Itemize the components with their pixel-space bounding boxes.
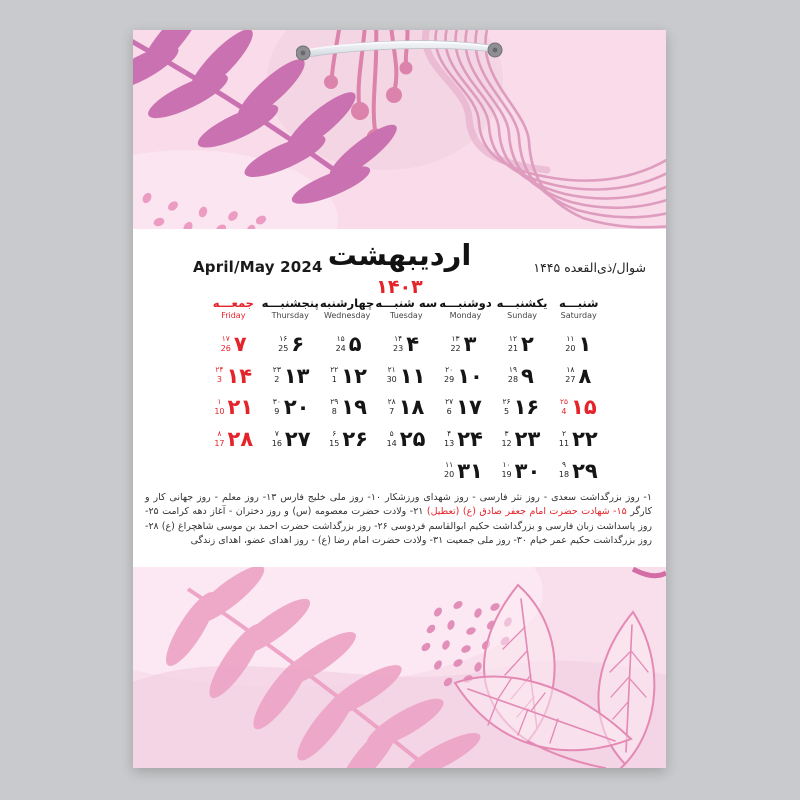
day-cell xyxy=(492,424,549,456)
weekday-name-en: Thursday xyxy=(271,311,309,320)
gregorian-day-number: 18 xyxy=(558,470,570,480)
day-cell xyxy=(435,424,492,456)
gregorian-day-number: 6 xyxy=(446,406,452,416)
hijri-day-number: ۴ xyxy=(447,428,452,438)
jalali-day-number: ۱۱ xyxy=(399,363,426,388)
secondary-dates-stack xyxy=(221,335,231,353)
jalali-day-number: ۳۰ xyxy=(514,458,541,483)
hijri-day-number: ۱۹ xyxy=(508,365,517,375)
jalali-day-number: ۲۶ xyxy=(342,427,368,452)
hijri-day-number: ۶ xyxy=(332,428,337,438)
jalali-day-number: ۲۱ xyxy=(227,395,254,420)
secondary-dates-stack xyxy=(565,366,575,384)
hijri-day-number: ۳۰ xyxy=(272,396,281,406)
secondary-dates-stack xyxy=(336,335,346,353)
hijri-day-number: ۲۷ xyxy=(445,396,454,406)
gregorian-month-label: April/May 2024 xyxy=(193,258,323,276)
jalali-day-number: ۷ xyxy=(233,332,247,357)
gregorian-day-number: 21 xyxy=(507,343,519,353)
secondary-dates-stack xyxy=(272,430,282,448)
jalali-day-number: ۱۷ xyxy=(456,395,482,420)
gregorian-day-number: 5 xyxy=(504,406,510,416)
weekday-name-en: Tuesday xyxy=(390,311,423,320)
secondary-dates-stack xyxy=(444,430,454,448)
jalali-day-number: ۲۲ xyxy=(572,427,598,452)
jalali-day-number: ۱۵ xyxy=(571,395,597,420)
occasions-part3: ۲۱- ولادت حضرت معصومه (س) و روز دختران - آغاز دهه کرامت ۲۵- روز پاسداشت زبان فارسی و بزرگداشت حکیم ابوالقاسم فردوسی ۲۶- روز بزرگداشت حضرت احمد بن موسی شاهچراغ (ع) ۲۸- روز بزرگداشت حکیم عمر خیام ۳۰- روز ملی جمعیت ۳۱- ولادت حضرت امام رضا (ع) - روز اهدای عضو، اهدای زندگی xyxy=(145,506,652,546)
jalali-day-number: ۲۳ xyxy=(514,427,541,452)
jalali-day-number: ۳۱ xyxy=(457,458,483,483)
metal-grommet xyxy=(296,46,310,60)
jalali-day-number: ۸ xyxy=(578,363,592,388)
day-cell xyxy=(320,392,377,424)
hanging-ribbon xyxy=(296,36,508,64)
day-cell xyxy=(377,361,434,393)
weekday-header xyxy=(375,296,437,321)
secondary-dates-stack xyxy=(273,398,281,416)
day-cell xyxy=(320,329,377,361)
hijri-day-number: ۲۸ xyxy=(387,396,396,406)
gregorian-day-number: 25 xyxy=(278,343,289,353)
gregorian-day-number: 10 xyxy=(214,406,225,416)
secondary-dates-stack xyxy=(330,366,338,384)
jalali-day-number: ۲۵ xyxy=(399,427,426,452)
jalali-day-number: ۲۷ xyxy=(284,427,311,452)
secondary-dates-stack xyxy=(387,366,397,384)
weekday-name-fa: جمعـــه xyxy=(212,296,254,310)
gregorian-day-number: 3 xyxy=(216,375,222,385)
secondary-dates-stack xyxy=(559,461,569,479)
hijri-day-number: ۱۱ xyxy=(445,460,454,470)
hijri-day-number: ۳ xyxy=(504,428,509,438)
secondary-dates-stack xyxy=(508,335,518,353)
gregorian-day-number: 16 xyxy=(271,438,282,448)
hijri-day-number: ۲۵ xyxy=(559,396,568,406)
weekday-name-fa: سه شنبـــه xyxy=(375,296,438,310)
occasions-part1: ۱- روز بزرگداشت سعدی - روز نثر فارسی - روز شهدای ورزشکار ۱۰- روز ملی خلیج فارس ۱۳- روز معلم - روز جهانی کار و کارگر xyxy=(145,492,652,518)
weekday-name-fa: یکشنبـــه xyxy=(496,296,548,310)
gregorian-day-number: 8 xyxy=(331,406,337,416)
hijri-day-number: ۲۲ xyxy=(330,365,339,375)
gregorian-day-number: 15 xyxy=(329,438,340,448)
day-cell xyxy=(320,424,377,456)
day-cell xyxy=(550,392,607,424)
weekday-name-fa: پنجشنبـــه xyxy=(261,296,319,310)
day-cell xyxy=(262,329,319,361)
day-cell xyxy=(492,455,549,487)
day-cell xyxy=(320,455,377,487)
secondary-dates-stack xyxy=(445,398,453,416)
gregorian-day-number: 19 xyxy=(501,470,512,480)
calendar-body xyxy=(133,229,666,567)
jalali-day-number: ۱۹ xyxy=(341,395,367,420)
jalali-day-number: ۲۸ xyxy=(227,427,254,452)
secondary-dates-stack xyxy=(393,335,403,353)
jalali-day-number: ۱۰ xyxy=(457,363,483,388)
gregorian-day-number: 30 xyxy=(386,375,397,385)
hijri-day-number: ۲۳ xyxy=(272,365,281,375)
jalali-day-number: ۲۴ xyxy=(457,427,483,452)
jalali-day-number: ۴ xyxy=(406,332,420,357)
jalali-day-number: ۱۸ xyxy=(398,395,425,420)
gregorian-day-number: 13 xyxy=(444,438,455,448)
jalali-day-number: ۱۶ xyxy=(513,395,540,420)
weekday-name-fa: شنبـــه xyxy=(558,296,599,310)
hijri-day-number: ۱۵ xyxy=(336,333,345,343)
secondary-dates-stack xyxy=(560,398,568,416)
hijri-day-number: ۷ xyxy=(274,428,279,438)
calendar-page xyxy=(133,30,666,768)
hijri-day-number: ۲ xyxy=(561,428,566,438)
hijri-day-number: ۱۰ xyxy=(502,460,511,470)
weekday-name-en: Saturday xyxy=(560,311,597,320)
weekday-name-fa: چهارشنبه xyxy=(319,296,375,310)
jalali-day-number: ۱ xyxy=(578,332,592,357)
hijri-months-label: شوال/ذی‌القعده ۱۴۴۵ xyxy=(533,260,646,275)
day-cell xyxy=(550,329,607,361)
occasions-holiday-part: ۱۵- شهادت حضرت امام جعفر صادق (ع) (تعطیل) xyxy=(426,506,627,518)
day-cell xyxy=(435,329,492,361)
secondary-dates-stack xyxy=(273,366,281,384)
hijri-day-number: ۲۰ xyxy=(445,365,454,375)
day-cell xyxy=(492,361,549,393)
gregorian-day-number: 1 xyxy=(331,375,337,385)
gregorian-day-number: 12 xyxy=(501,438,512,448)
jalali-day-number: ۶ xyxy=(291,332,305,357)
gregorian-day-number: 23 xyxy=(393,343,404,353)
gregorian-day-number: 7 xyxy=(389,406,395,416)
day-cell xyxy=(550,455,607,487)
day-cell xyxy=(435,455,492,487)
hijri-day-number: ۱۶ xyxy=(279,333,288,343)
day-cell xyxy=(435,392,492,424)
weekday-name-fa: دوشنبـــه xyxy=(439,296,492,310)
jalali-day-number: ۳ xyxy=(463,332,477,357)
bottom-decoration-band xyxy=(133,567,666,768)
hijri-day-number: ۲۶ xyxy=(502,396,511,406)
weekday-name-en: Friday xyxy=(221,311,246,320)
weekday-header xyxy=(205,296,262,321)
secondary-dates-stack xyxy=(450,335,460,353)
gregorian-day-number: 4 xyxy=(561,406,567,416)
hijri-day-number: ۱۱ xyxy=(566,333,575,343)
secondary-dates-stack xyxy=(444,461,454,479)
jalali-day-number: ۱۴ xyxy=(226,363,253,388)
hijri-day-number: ۱۲ xyxy=(508,333,517,343)
secondary-dates-stack xyxy=(501,461,511,479)
day-cell xyxy=(377,392,434,424)
gregorian-day-number: 24 xyxy=(335,343,346,353)
gregorian-day-number: 2 xyxy=(274,375,280,385)
gregorian-day-number: 20 xyxy=(444,470,455,480)
day-cell xyxy=(205,455,262,487)
weekday-header xyxy=(262,296,319,321)
jalali-day-number: ۲۰ xyxy=(283,395,310,420)
jalali-day-number: ۱۲ xyxy=(341,363,367,388)
day-cell xyxy=(205,361,262,393)
day-cell xyxy=(262,455,319,487)
calendar-grid xyxy=(205,329,607,487)
day-cell xyxy=(262,392,319,424)
day-cell xyxy=(205,329,262,361)
day-cell xyxy=(377,329,434,361)
hijri-day-number: ۲۹ xyxy=(330,396,339,406)
day-cell xyxy=(492,329,549,361)
hijri-day-number: ۲۱ xyxy=(387,365,396,375)
day-cell xyxy=(205,392,262,424)
hijri-day-number: ۵ xyxy=(389,428,394,438)
month-title: اردیبهشت xyxy=(327,238,472,272)
weekday-header xyxy=(550,296,607,321)
jalali-year-label: ۱۴۰۳ xyxy=(376,276,423,298)
weekday-header xyxy=(494,296,551,321)
hijri-day-number: ۲۴ xyxy=(215,365,224,375)
gregorian-day-number: 27 xyxy=(565,375,576,385)
weekday-name-en: Wednesday xyxy=(323,311,371,320)
day-cell xyxy=(435,361,492,393)
gregorian-day-number: 11 xyxy=(558,438,570,448)
gregorian-day-number: 20 xyxy=(565,343,576,353)
jalali-day-number: ۵ xyxy=(348,332,362,357)
metal-grommet xyxy=(488,43,502,57)
secondary-dates-stack xyxy=(559,430,569,448)
gregorian-day-number: 22 xyxy=(450,343,461,353)
day-cell xyxy=(550,361,607,393)
secondary-dates-stack xyxy=(503,398,511,416)
secondary-dates-stack xyxy=(388,398,396,416)
day-cell xyxy=(262,361,319,393)
day-cell xyxy=(492,392,549,424)
hijri-day-number: ۱۳ xyxy=(451,333,460,343)
day-cell xyxy=(377,455,434,487)
ribbon-icon xyxy=(296,36,508,64)
hijri-day-number: ۱۸ xyxy=(566,365,575,375)
secondary-dates-stack xyxy=(329,430,339,448)
day-cell xyxy=(377,424,434,456)
weekday-header xyxy=(437,296,494,321)
day-cell xyxy=(320,361,377,393)
hijri-day-number: ۱۷ xyxy=(221,333,230,343)
secondary-dates-stack xyxy=(278,335,288,353)
bottom-floral-decoration-illustration xyxy=(133,567,666,768)
secondary-dates-stack xyxy=(508,366,518,384)
secondary-dates-stack xyxy=(214,398,224,416)
jalali-day-number: ۹ xyxy=(521,363,534,388)
hijri-day-number: ۱۴ xyxy=(394,333,403,343)
secondary-dates-stack xyxy=(387,430,397,448)
secondary-dates-stack xyxy=(444,366,454,384)
secondary-dates-stack xyxy=(214,430,224,448)
jalali-day-number: ۱۳ xyxy=(283,363,310,388)
gregorian-day-number: 17 xyxy=(214,438,225,448)
hijri-day-number: ۱ xyxy=(217,396,222,406)
gregorian-day-number: 29 xyxy=(444,375,455,385)
gregorian-day-number: 14 xyxy=(386,438,397,448)
gregorian-day-number: 26 xyxy=(220,343,231,353)
occasions-text xyxy=(145,491,652,548)
gregorian-day-number: 9 xyxy=(274,406,280,416)
jalali-day-number: ۲۹ xyxy=(572,458,598,483)
gregorian-day-number: 28 xyxy=(507,375,519,385)
weekday-header xyxy=(319,296,376,321)
hijri-day-number: ۸ xyxy=(217,428,222,438)
day-cell xyxy=(262,424,319,456)
day-cell xyxy=(550,424,607,456)
weekday-name-en: Sunday xyxy=(507,311,538,320)
secondary-dates-stack xyxy=(501,430,511,448)
secondary-dates-stack xyxy=(215,366,223,384)
jalali-day-number: ۲ xyxy=(521,332,534,357)
weekday-name-en: Monday xyxy=(449,311,482,320)
secondary-dates-stack xyxy=(330,398,338,416)
hijri-day-number: ۹ xyxy=(561,460,566,470)
weekday-header-row xyxy=(205,296,607,321)
secondary-dates-stack xyxy=(565,335,575,353)
day-cell xyxy=(205,424,262,456)
